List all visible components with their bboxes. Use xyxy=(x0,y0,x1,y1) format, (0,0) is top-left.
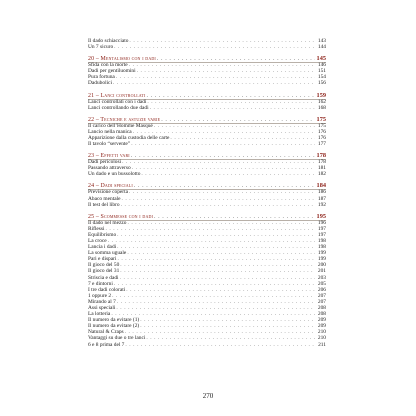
chapter-page-number: 184 xyxy=(316,182,326,190)
chapter-entry xyxy=(88,92,326,99)
section-page-number: 156 xyxy=(317,80,326,87)
section-title: Il dado nel mezzo xyxy=(88,219,127,226)
section-entry xyxy=(88,171,326,177)
chapter-page-number: 159 xyxy=(316,91,326,99)
section-page-number: 178 xyxy=(317,159,326,166)
chapter-page-number: 178 xyxy=(316,152,326,160)
section-page-number: 162 xyxy=(317,98,326,105)
section-entry xyxy=(88,141,326,147)
section-title: Equilibrismo xyxy=(88,231,117,238)
section-title: Sfida con la morte xyxy=(88,62,128,69)
section-title: Il test del libro xyxy=(88,201,120,208)
section-page-number: 176 xyxy=(317,134,326,141)
section-entry xyxy=(88,342,326,348)
section-page-number: 198 xyxy=(317,244,326,251)
section-page-number: 211 xyxy=(318,341,326,348)
section-page-number: 182 xyxy=(317,171,326,178)
section-entry xyxy=(88,80,326,86)
dot-leader xyxy=(125,342,315,348)
chapter-page-number: 145 xyxy=(316,55,326,63)
table-of-contents xyxy=(88,38,326,348)
section-page-number: 199 xyxy=(317,256,326,263)
section-title: Il tavolo “servente” xyxy=(88,141,131,148)
section-title: Natural & Craps xyxy=(88,329,124,336)
section-title: Lanci controllando due dadi xyxy=(88,104,149,111)
section-page-number: 209 xyxy=(317,317,326,324)
chapter-title: 20 – Mentalismo con i dadi xyxy=(88,56,156,63)
section-page-number: 210 xyxy=(317,329,326,336)
chapter-title: 25 – Scommesse con i dadi xyxy=(88,213,154,220)
section-title: Il dado schiacciato xyxy=(88,38,129,44)
section-title: Striscia e dadi xyxy=(88,274,119,281)
chapter-entry xyxy=(88,152,326,159)
chapter-title: 24 – Dadi speciali xyxy=(88,183,133,190)
section-title: Vantaggi su due o tre lanci xyxy=(88,335,146,342)
dot-leader xyxy=(131,141,315,147)
section-page-number: 206 xyxy=(317,286,326,293)
section-title: Riflessi xyxy=(88,225,105,232)
section-title: Lancia i dadi xyxy=(88,244,117,251)
section-title: Passando attraverso xyxy=(88,165,131,172)
chapter-entry xyxy=(88,182,326,189)
section-title: 6 e 8 prima del 7 xyxy=(88,341,125,348)
section-page-number: 192 xyxy=(317,201,326,208)
section-title: Pura fortuna xyxy=(88,74,115,81)
section-page-number: 209 xyxy=(317,323,326,330)
section-title: Previsione coperta xyxy=(88,189,128,196)
chapter-page-number: 175 xyxy=(316,115,326,123)
section-page-number: 151 xyxy=(317,68,326,75)
section-page-number: 199 xyxy=(317,250,326,257)
section-page-number: 177 xyxy=(317,141,326,148)
section-title: Abaco mentale xyxy=(88,195,121,202)
section-title: Un dado e un bussolotto xyxy=(88,171,141,178)
section-page-number: 146 xyxy=(317,62,326,69)
section-title: La lotteria xyxy=(88,311,111,318)
section-page-number: 208 xyxy=(317,311,326,318)
dot-leader xyxy=(121,202,315,208)
section-page-number: 208 xyxy=(317,305,326,311)
page-number: 270 xyxy=(202,392,214,400)
dot-leader xyxy=(113,80,315,86)
section-title: Il gioco del 31 xyxy=(88,268,120,275)
section-title: Il gioco del 50 xyxy=(88,262,120,269)
section-page-number: 175 xyxy=(317,122,326,129)
section-title: Il numero da evitare (2) xyxy=(88,323,140,330)
section-page-number: 198 xyxy=(317,237,326,244)
section-page-number: 207 xyxy=(317,292,326,299)
section-page-number: 143 xyxy=(317,38,326,44)
section-title: Pari e dispari xyxy=(88,256,117,263)
section-title: La croce xyxy=(88,237,107,244)
chapter-page-number: 195 xyxy=(316,212,326,220)
section-page-number: 154 xyxy=(317,74,326,81)
section-page-number: 197 xyxy=(317,231,326,238)
section-title: 1 oppure 2 xyxy=(88,292,112,299)
dot-leader xyxy=(114,44,315,50)
section-title: Assi speciali xyxy=(88,305,116,311)
dot-leader xyxy=(150,105,315,111)
section-entry xyxy=(88,202,326,208)
section-title: Lancio nella manica xyxy=(88,128,132,135)
section-title: Dadi per gentiluomini xyxy=(88,68,136,75)
section-page-number: 197 xyxy=(317,225,326,232)
section-title: Dadi pericolosi xyxy=(88,159,122,166)
section-title: Il numero da evitare (1) xyxy=(88,317,140,324)
chapter-title: 21 – Lanci controllati xyxy=(88,92,146,99)
section-entry xyxy=(88,105,326,111)
chapter-entry xyxy=(88,116,326,123)
chapter-title: 22 – Tecniche e astuzie varie xyxy=(88,116,161,123)
section-title: Il carico dell’Homme Masqué xyxy=(88,122,153,129)
section-page-number: 203 xyxy=(317,274,326,281)
section-page-number: 144 xyxy=(317,44,326,51)
section-title: Apparizione dalla custodia delle carte xyxy=(88,134,170,141)
section-page-number: 210 xyxy=(317,335,326,342)
section-entry xyxy=(88,44,326,50)
section-title: Lanci controllati con i dadi xyxy=(88,98,147,105)
section-page-number: 176 xyxy=(317,128,326,135)
section-title: I tre dadi colorati xyxy=(88,286,126,293)
section-title: Mirando al 7 xyxy=(88,298,116,305)
section-page-number: 205 xyxy=(317,280,326,287)
section-title: Dadubolici xyxy=(88,80,112,87)
dot-leader xyxy=(141,171,315,177)
chapter-entry xyxy=(88,213,326,220)
section-page-number: 201 xyxy=(317,268,326,275)
section-page-number: 196 xyxy=(317,219,326,226)
chapter-title: 23 – Effetti vari xyxy=(88,153,130,160)
section-page-number: 207 xyxy=(317,298,326,305)
section-page-number: 168 xyxy=(317,104,326,111)
section-title: Un 7 sicuro xyxy=(88,44,114,51)
section-title: 7 e dintorni xyxy=(88,280,113,287)
section-page-number: 181 xyxy=(317,165,326,172)
section-page-number: 186 xyxy=(317,189,326,196)
section-page-number: 187 xyxy=(317,195,326,202)
section-title: La somma uguale xyxy=(88,250,127,257)
section-page-number: 200 xyxy=(317,262,326,269)
